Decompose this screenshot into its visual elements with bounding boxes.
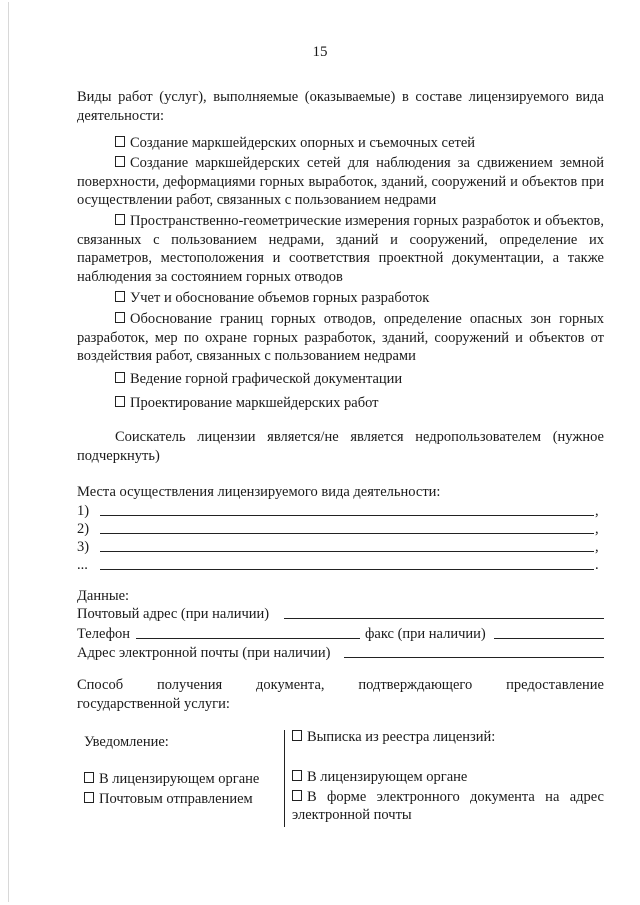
notice-option-2-checkbox[interactable] <box>84 792 94 803</box>
fax-label: факс (при наличии) <box>365 626 486 642</box>
place-row-3-comma: , <box>595 539 599 555</box>
place-row-more-period: . <box>595 557 599 573</box>
subsoil-user-statement: Соискатель лицензии является/не является недропользователем (нужное подчеркнуть) <box>77 429 604 464</box>
place-row-2-label: 2) <box>77 521 90 537</box>
fax-input[interactable] <box>494 638 604 639</box>
method-word-5: предоставление <box>506 677 604 693</box>
place-row-1-input[interactable] <box>100 515 594 516</box>
postal-address-input[interactable] <box>284 618 604 619</box>
page-edge <box>8 2 9 902</box>
place-row-3-label: 3) <box>77 539 90 555</box>
notice-heading: Уведомление: <box>84 734 169 750</box>
work-checkbox-7[interactable] <box>115 396 125 407</box>
method-word-1: Способ <box>77 677 124 693</box>
work-checkbox-3[interactable] <box>115 214 125 225</box>
work-label-3: Пространственно-геометрические измерения горных разработок и объектов, связанных с пользованием недрами, зданий и сооружений, определение их параметров, местоположения и соответствия проектной документации, а также наблюдения за состоянием горных отводов <box>77 213 604 285</box>
extract-option-1-checkbox[interactable] <box>292 770 302 781</box>
work-item-4 <box>77 289 604 308</box>
work-label-1: Создание маркшейдерских опорных и съемочных сетей <box>130 135 476 151</box>
notice-option-1-label: В лицензирующем органе <box>99 771 260 787</box>
place-row-more-input[interactable] <box>100 569 594 570</box>
phone-input[interactable] <box>136 638 360 639</box>
email-input[interactable] <box>344 657 604 658</box>
extract-checkbox[interactable] <box>292 730 302 741</box>
extract-heading-label: Выписка из реестра лицензий: <box>307 729 496 745</box>
work-label-4: Учет и обоснование объемов горных разработок <box>130 290 430 306</box>
extract-heading <box>292 728 495 746</box>
work-checkbox-1[interactable] <box>115 136 125 147</box>
places-heading: Места осуществления лицензируемого вида деятельности: <box>77 484 441 500</box>
notice-option-2 <box>84 790 253 808</box>
work-label-6: Ведение горной графической документации <box>130 371 403 387</box>
work-item-5 <box>77 310 604 366</box>
work-item-2 <box>77 154 604 210</box>
place-row-2-comma: , <box>595 521 599 537</box>
work-label-7: Проектирование маркшейдерских работ <box>130 395 379 411</box>
extract-option-1-label: В лицензирующем органе <box>307 769 468 785</box>
work-label-5: Обоснование границ горных отводов, определение опасных зон горных разработок, мер по охране горных разработок, зданий, сооружений и объектов от воздействия работ, связанных с пользованием недрами <box>77 311 604 364</box>
place-row-1-label: 1) <box>77 503 90 519</box>
contact-heading: Данные: <box>77 588 130 604</box>
notice-option-2-label: Почтовым отправлением <box>99 791 253 807</box>
place-row-1-comma: , <box>595 503 599 519</box>
method-word-3: документа, <box>256 677 325 693</box>
works-intro: Виды работ (услуг), выполняемые (оказываемые) в составе лицензируемого вида деятельности: <box>77 89 604 124</box>
place-row-3-input[interactable] <box>100 551 594 552</box>
postal-address-label: Почтовый адрес (при наличии) <box>77 606 270 622</box>
method-word-4: подтверждающего <box>358 677 473 693</box>
method-line-1 <box>77 676 604 694</box>
work-label-2: Создание маркшейдерских сетей для наблюдения за сдвижением земной поверхности, деформациями горных выработок, зданий, сооружений и объектов при осуществлении работ, связанных с пользованием недрами <box>77 155 604 208</box>
email-label: Адрес электронной почты (при наличии) <box>77 645 331 661</box>
work-item-3 <box>77 212 604 286</box>
place-row-more-label: ... <box>77 557 88 573</box>
extract-option-2-label: В форме электронного документа на адрес электронной почты <box>292 789 604 823</box>
extract-option-1 <box>292 768 467 786</box>
notice-option-1 <box>84 770 259 788</box>
notice-option-1-checkbox[interactable] <box>84 772 94 783</box>
place-row-2-input[interactable] <box>100 533 594 534</box>
extract-option-2 <box>292 788 604 824</box>
work-checkbox-5[interactable] <box>115 312 125 323</box>
work-item-7 <box>77 394 604 413</box>
phone-label: Телефон <box>77 626 130 642</box>
work-item-6 <box>77 370 604 389</box>
work-checkbox-6[interactable] <box>115 372 125 383</box>
work-item-1 <box>77 134 604 153</box>
column-divider <box>284 730 285 827</box>
work-checkbox-4[interactable] <box>115 291 125 302</box>
work-checkbox-2[interactable] <box>115 156 125 167</box>
extract-option-2-checkbox[interactable] <box>292 790 302 801</box>
method-line-2: государственной услуги: <box>77 696 230 712</box>
page-number: 15 <box>312 44 328 60</box>
method-word-2: получения <box>156 677 223 693</box>
